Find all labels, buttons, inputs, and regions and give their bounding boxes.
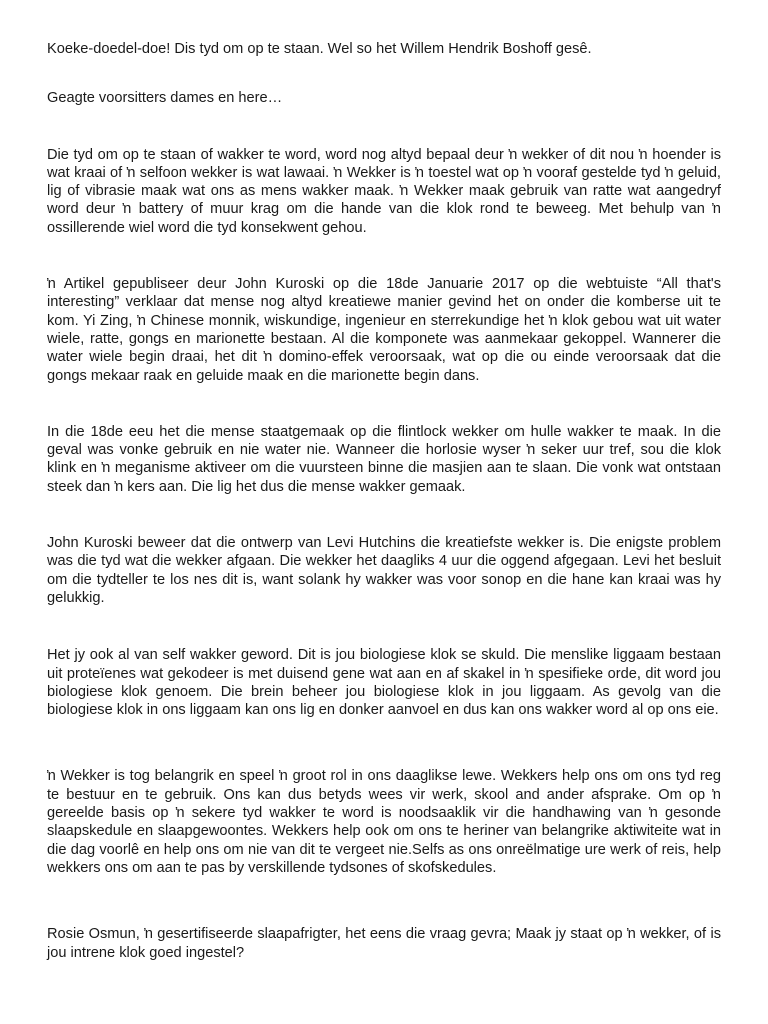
document-page <box>47 40 721 962</box>
paragraph-flintlock: In die 18de eeu het die mense staatgemaak op die flintlock wekker om hulle wakker te maak. In die geval was vonke gebruik en nie water nie. Wanneer die horlosie wyser ŉ seker uur tref, sou die klok klink en ŉ meganisme aktiveer om die vuursteen binne die masjien aan te slaan. Die vonk wat ontstaan steek dan ŉ kers aan. Die lig het dus die mense wakker gemaak. <box>47 423 721 495</box>
paragraph-biological-clock: Het jy ook al van self wakker geword. Dit is jou biologiese klok se skuld. Die menslike liggaam bestaan uit proteïenes wat gekodeer is met duisend gene wat aan en af skakel in ŉ spesifieke orde, dit word jou biologiese klok genoem. Die brein beheer jou biologiese klok in jou liggaam. As gevolg van die biologiese klok in ons liggaam kan ons lig en donker aanvoel en dus kan ons wakker word al op ons eie. <box>47 647 721 719</box>
paragraph-levi-hutchins: John Kuroski beweer dat die ontwerp van Levi Hutchins die kreatiefste wekker is. Die enigste problem was die tyd wat die wekker afgaan. Die wekker het daagliks 4 uur die oggend afgegaan. Levi het besluit om die tydteller te los nes dit is, want solank hy wakker was voor sonop en die hane kan kraai was hy gelukkig. <box>47 535 721 606</box>
paragraph-closing-question: Rosie Osmun, ŉ gesertifiseerde slaapafrigter, het eens die vraag gevra; Maak jy staat op ŉ wekker, of is jou intrene klok goed ingestel? <box>47 926 721 961</box>
paragraph-opening-quote: Koeke-doedel-doe! Dis tyd om op te staan. Wel so het Willem Hendrik Boshoff gesê. <box>47 41 592 57</box>
paragraph-wekker-definition: Die tyd om op te staan of wakker te word, word nog altyd bepaal deur ŉ wekker of dit nou ŉ hoender is wat kraai of ŉ selfoon wekker is wat lawaai. ŉ Wekker is ŉ toestel wat op ŉ vooraf gestelde tyd ŉ geluid, lig of vibrasie maak wat ons as mens wakker maak. ŉ Wekker maak gebruik van ratte wat aangedryf word deur ŉ battery of muur krag om die hande van die klok rond te beweeg. Met behulp van ŉ ossillerende wiel word die tyd konsekwent gehou. <box>47 146 721 236</box>
paragraph-salutation: Geagte voorsitters dames en here… <box>47 90 283 107</box>
paragraph-importance: ŉ Wekker is tog belangrik en speel ŉ groot rol in ons daaglikse lewe. Wekkers help ons om ons tyd reg te bestuur en te gebruik. Ons kan dus betyds wees vir werk, skool and ander afsprake. Om op ŉ gereelde basis op ŉ sekere tyd wakker te word is noodsaaklik vir die handhawing van ŉ gesonde slaapskedule en slaapgewoontes. Wekkers help ook om ons te heriner van belangrike aktiwiteite wat in die dag voorlê en help ons om nie van dit te vergeet nie.Selfs as ons onreëlmatige ure werk of reis, help wekkers ons om aan te pas by verskillende tydsones of skofskedules. <box>47 768 721 876</box>
paragraph-water-clock: ŉ Artikel gepubliseer deur John Kuroski op die 18de Januarie 2017 op die webtuiste “All that's interesting” verklaar dat mense nog altyd kreatiewe manier gevind het on onder die komberse uit te kom. Yi Zing, ŉ Chinese monnik, wiskundige, ingenieur en sterrekundige het ŉ klok gebou wat uit water wiele, ratte, gongs en marionette bestaan. Al die komponete was aanmekaar gekoppel. Wannerer die water wiele begin draai, het dit ŉ domino-effek veroorsaak, wat op die ou einde veroorsaak dat die gongs mekaar raak en geluide maak en die marionette begin dans. <box>47 276 721 384</box>
